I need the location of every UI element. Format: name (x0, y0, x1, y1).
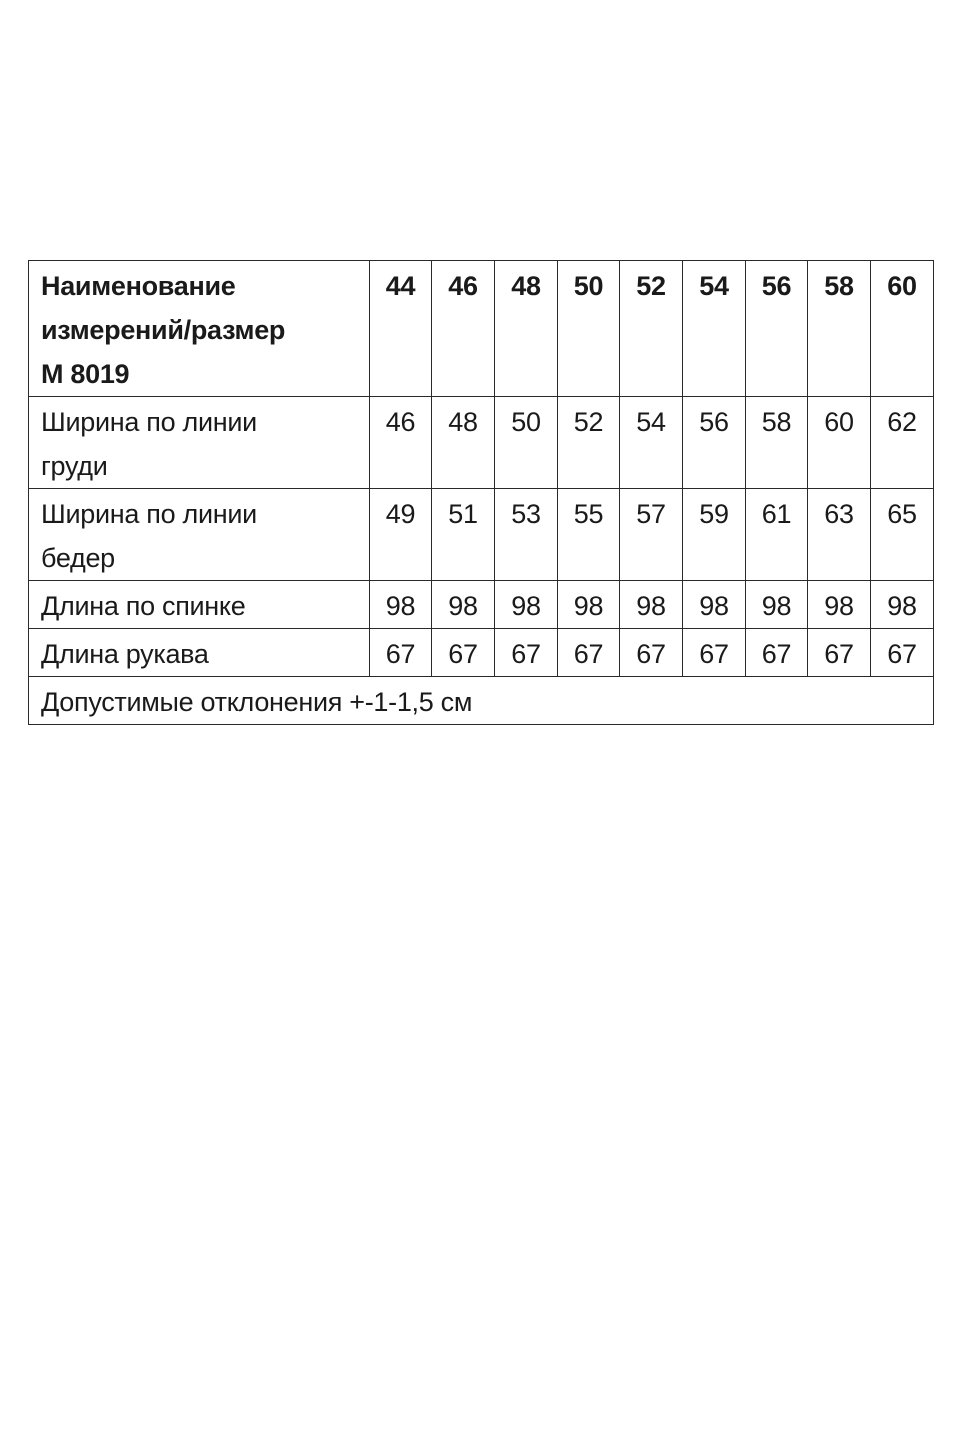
tolerance-note-row (29, 677, 934, 725)
size-header-cell: 52 (620, 261, 683, 397)
table-row (29, 397, 934, 489)
table-cell: 62 (871, 397, 934, 489)
row-label-cell (29, 489, 370, 581)
table-cell: 67 (432, 629, 495, 677)
table-cell: 57 (620, 489, 683, 581)
row-label-line: Ширина по линии (41, 407, 257, 437)
size-header-cell: 46 (432, 261, 495, 397)
row-label-line: бедер (41, 543, 115, 573)
size-header-cell: 50 (558, 261, 620, 397)
table-cell: 63 (808, 489, 871, 581)
size-header-cell: 54 (683, 261, 746, 397)
table-cell: 98 (808, 581, 871, 629)
header-label-line: измерений/размер (41, 315, 286, 345)
table-cell: 67 (683, 629, 746, 677)
row-label-line: Ширина по линии (41, 499, 257, 529)
tolerance-note: Допустимые отклонения +-1-1,5 см (29, 677, 934, 725)
table-cell: 53 (495, 489, 558, 581)
table-cell: 98 (871, 581, 934, 629)
table-cell: 61 (746, 489, 808, 581)
row-label-cell: Длина по спинке (29, 581, 370, 629)
table-header-row (29, 261, 934, 397)
table-row (29, 629, 934, 677)
table-cell: 50 (495, 397, 558, 489)
table-cell: 67 (871, 629, 934, 677)
row-label-cell: Длина рукава (29, 629, 370, 677)
table-cell: 98 (558, 581, 620, 629)
table-cell: 59 (683, 489, 746, 581)
table-cell: 48 (432, 397, 495, 489)
table-cell: 98 (683, 581, 746, 629)
table-cell: 67 (746, 629, 808, 677)
table-cell: 49 (370, 489, 432, 581)
table-cell: 52 (558, 397, 620, 489)
table-row (29, 581, 934, 629)
size-header-cell: 60 (871, 261, 934, 397)
table-cell: 67 (495, 629, 558, 677)
table-cell: 54 (620, 397, 683, 489)
row-label-line: груди (41, 451, 108, 481)
header-label-line: М 8019 (41, 359, 130, 389)
table-cell: 56 (683, 397, 746, 489)
table-cell: 98 (370, 581, 432, 629)
row-label-cell (29, 397, 370, 489)
table-cell: 98 (746, 581, 808, 629)
size-header-cell: 48 (495, 261, 558, 397)
header-label-line: Наименование (41, 271, 236, 301)
table-cell: 98 (620, 581, 683, 629)
table-cell: 60 (808, 397, 871, 489)
table-cell: 67 (370, 629, 432, 677)
size-header-cell: 44 (370, 261, 432, 397)
table-cell: 51 (432, 489, 495, 581)
table-cell: 65 (871, 489, 934, 581)
size-chart-table (28, 260, 934, 725)
header-label-cell (29, 261, 370, 397)
size-header-cell: 56 (746, 261, 808, 397)
table-cell: 98 (432, 581, 495, 629)
table-cell: 67 (620, 629, 683, 677)
table-cell: 58 (746, 397, 808, 489)
table-row (29, 489, 934, 581)
table-cell: 55 (558, 489, 620, 581)
table-cell: 46 (370, 397, 432, 489)
size-header-cell: 58 (808, 261, 871, 397)
table-cell: 67 (558, 629, 620, 677)
table-cell: 67 (808, 629, 871, 677)
table-cell: 98 (495, 581, 558, 629)
